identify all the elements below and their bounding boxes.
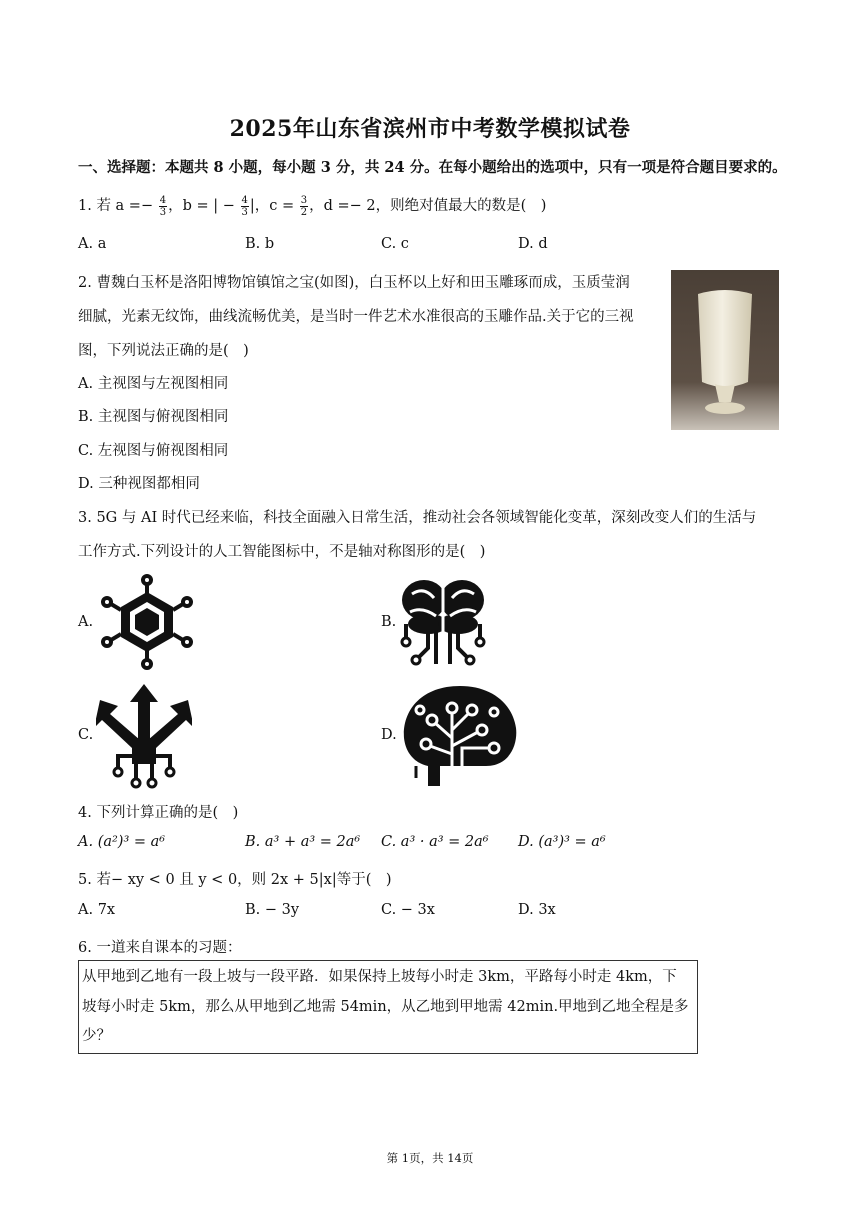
q5-stem: 5. 若− xy < 0 且 y < 0，则 2x + 5|x|等于( ) xyxy=(78,872,392,888)
q2-line-2: 细腻，光素无纹饰，曲线流畅优美，是当时一件艺术水准很高的玉雕作品.关于它的三视 xyxy=(78,309,634,325)
q2-option-b: B. 主视图与俯视图相同 xyxy=(78,409,229,425)
q3-label-b: B. xyxy=(381,614,397,630)
q5-option-c: C. − 3x xyxy=(381,902,435,918)
ai-icon-arrows xyxy=(96,682,192,792)
section-heading: 一、选择题：本题共 8 小题，每小题 3 分，共 24 分。在每小题给出的选项中，只有一项是符合题目要求的。 xyxy=(78,159,787,176)
ai-icon-brain-circuit xyxy=(398,572,488,672)
q2-line-3: 图，下列说法正确的是( ) xyxy=(78,343,249,359)
question-1-stem: 1. 若 a =− $\frac{4}{3}$ ，b = | − $\frac{4}{3}$ |，c = $\frac{3}{2}$ ，d =− 2，则绝对值最大的数是( ) xyxy=(78,194,547,218)
q4-option-a: A. (a²)³ = a⁶ xyxy=(78,834,166,850)
q3-label-d: D. xyxy=(381,727,397,743)
ai-icon-brain-tree xyxy=(400,682,520,792)
q2-line-1: 2. 曹魏白玉杯是洛阳博物馆镇馆之宝(如图)，白玉杯以上好和田玉雕琢而成，玉质莹润 xyxy=(78,275,630,291)
page-title: 2025年山东省滨州市中考数学模拟试卷 xyxy=(229,116,631,142)
q2-option-c: C. 左视图与俯视图相同 xyxy=(78,443,229,459)
q1-option-a: A. a xyxy=(78,236,107,252)
q1-option-b: B. b xyxy=(245,236,275,252)
jade-cup-photo xyxy=(671,270,779,430)
q3-line-2: 工作方式.下列设计的人工智能图标中，不是轴对称图形的是( ) xyxy=(78,544,486,560)
q6-stem: 6. 一道来自课本的习题： xyxy=(78,940,242,956)
q6-box-line-1: 从甲地到乙地有一段上坡与一段平路．如果保持上坡每小时走 3km，平路每小时走 4km，下 xyxy=(82,969,677,985)
q6-box-line-2: 坡每小时走 5km，那么从甲地到乙地需 54min，从乙地到甲地需 42min.甲地到乙地全程是多 xyxy=(82,999,689,1015)
q4-option-b: B. a³ + a³ = 2a⁶ xyxy=(245,834,361,850)
q5-option-a: A. 7x xyxy=(78,902,116,918)
q5-option-b: B. − 3y xyxy=(245,902,300,918)
q4-option-c: C. a³ · a³ = 2a⁶ xyxy=(381,834,489,850)
q3-label-c: C. xyxy=(78,727,94,743)
q1-option-d: D. d xyxy=(518,236,548,252)
q5-option-d: D. 3x xyxy=(518,902,556,918)
ai-icon-hexagon xyxy=(97,572,197,672)
q2-option-a: A. 主视图与左视图相同 xyxy=(78,376,229,392)
q1-option-c: C. c xyxy=(381,236,409,252)
q4-stem: 4. 下列计算正确的是( ) xyxy=(78,805,239,821)
q3-line-1: 3. 5G 与 AI 时代已经来临，科技全面融入日常生活，推动社会各领域智能化变革，深刻改变人们的生活与 xyxy=(78,510,757,526)
q2-option-d: D. 三种视图都相同 xyxy=(78,476,200,492)
q6-box-line-3: 少？ xyxy=(82,1028,111,1044)
q4-option-d: D. (a³)³ = a⁶ xyxy=(518,834,606,850)
page-footer: 第 1页，共 14页 xyxy=(386,1151,474,1165)
q3-label-a: A. xyxy=(78,614,94,630)
